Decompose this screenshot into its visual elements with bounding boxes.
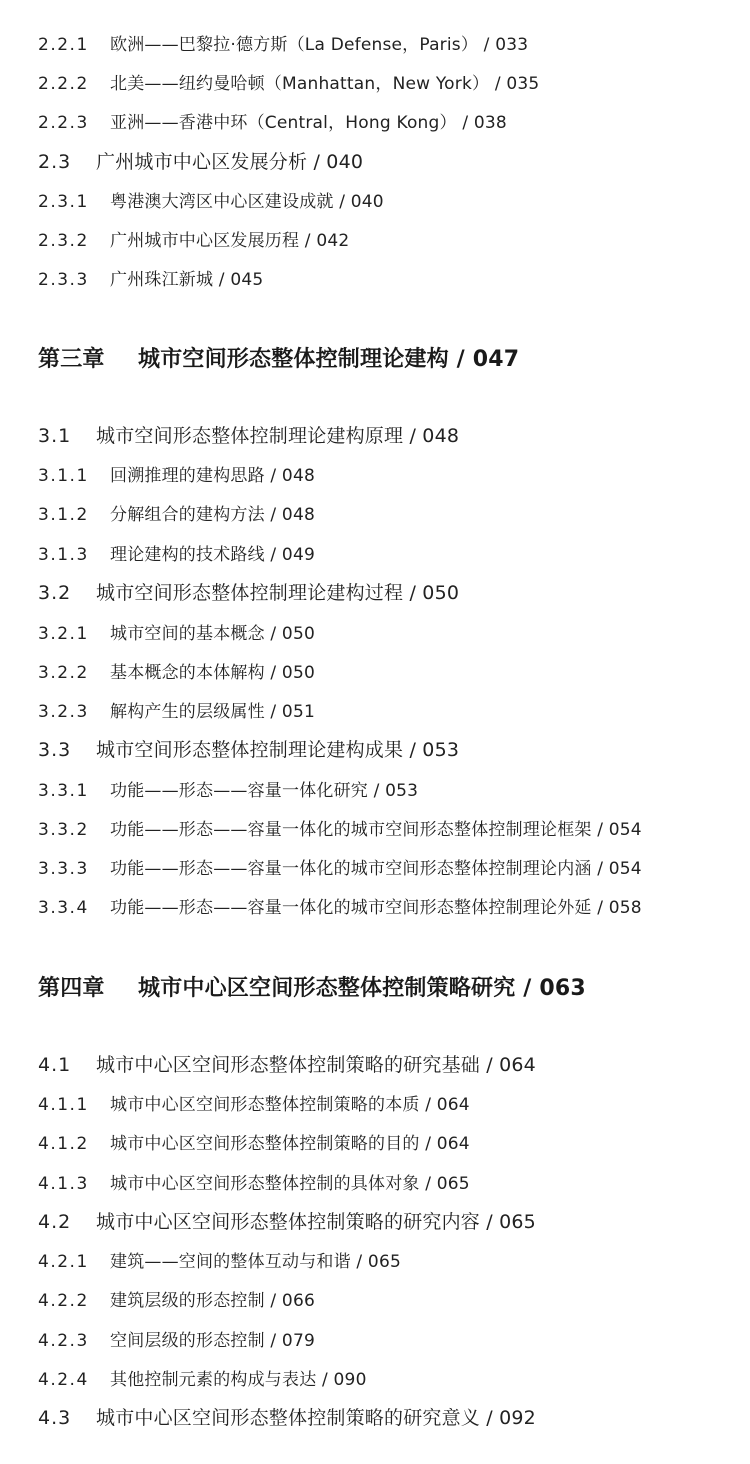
section-title: 功能——形态——容量一体化的城市空间形态整体控制理论框架 / 054 — [110, 820, 642, 840]
section-title: 城市中心区空间形态整体控制策略的研究基础 / 064 — [96, 1054, 536, 1076]
chapter-number: 第三章 — [38, 347, 105, 372]
section-title: 回溯推理的建构思路 / 048 — [110, 466, 315, 486]
section-number: 4.2.2 — [38, 1291, 89, 1311]
chapter-number: 第四章 — [38, 976, 105, 1001]
section-title: 城市中心区空间形态整体控制策略的目的 / 064 — [110, 1134, 470, 1154]
section-number: 3.3 — [38, 739, 72, 761]
section-title: 城市空间形态整体控制理论建构成果 / 053 — [96, 739, 460, 761]
toc-entry-2-2-3 — [38, 108, 507, 133]
section-title: 城市中心区空间形态整体控制策略的研究内容 / 065 — [96, 1211, 536, 1233]
section-title: 建筑层级的形态控制 / 066 — [110, 1291, 315, 1311]
toc-entry-2-3-3 — [38, 265, 263, 290]
toc-entry-2-2-2 — [38, 69, 539, 94]
toc-entry-4-2-1 — [38, 1247, 401, 1272]
section-title: 理论建构的技术路线 / 049 — [110, 545, 315, 565]
toc-entry-2-3 — [38, 147, 363, 174]
toc-entry-4-2-4 — [38, 1365, 367, 1390]
section-title: 解构产生的层级属性 / 051 — [110, 702, 315, 722]
toc-entry-4-2-3 — [38, 1326, 315, 1351]
toc-chapter-4 — [38, 971, 586, 1002]
section-title: 建筑——空间的整体互动与和谐 / 065 — [110, 1252, 401, 1272]
toc-entry-4-2-2 — [38, 1286, 315, 1311]
section-number: 3.1.3 — [38, 545, 89, 565]
section-number: 3.1.1 — [38, 466, 89, 486]
toc-entry-4-1-1 — [38, 1090, 470, 1115]
toc-entry-2-2-1 — [38, 30, 528, 55]
section-number: 2.2.2 — [38, 74, 89, 94]
section-number: 4.1.3 — [38, 1174, 89, 1194]
section-number: 2.3 — [38, 151, 72, 173]
section-number: 4.3 — [38, 1407, 72, 1429]
toc-entry-4-1-2 — [38, 1129, 470, 1154]
section-title: 基本概念的本体解构 / 050 — [110, 663, 315, 683]
section-number: 4.1 — [38, 1054, 72, 1076]
section-title: 城市空间的基本概念 / 050 — [110, 624, 315, 644]
section-title: 城市中心区空间形态整体控制的具体对象 / 065 — [110, 1174, 470, 1194]
section-title: 功能——形态——容量一体化的城市空间形态整体控制理论外延 / 058 — [110, 898, 642, 918]
section-number: 3.2.2 — [38, 663, 89, 683]
section-number: 4.2 — [38, 1211, 72, 1233]
toc-entry-4-1-3 — [38, 1169, 470, 1194]
section-title: 欧洲——巴黎拉·德方斯（La Defense，Paris） / 033 — [110, 35, 529, 55]
section-title: 北美——纽约曼哈顿（Manhattan，New York） / 035 — [110, 74, 540, 94]
toc-entry-3-3-4 — [38, 893, 642, 918]
section-number: 3.1 — [38, 425, 72, 447]
section-number: 3.1.2 — [38, 505, 89, 525]
toc-entry-3-1-3 — [38, 540, 315, 565]
section-number: 3.3.3 — [38, 859, 89, 879]
toc-entry-3-2-3 — [38, 697, 315, 722]
section-number: 3.3.1 — [38, 781, 89, 801]
toc-entry-3-2 — [38, 578, 459, 605]
section-title: 空间层级的形态控制 / 079 — [110, 1331, 315, 1351]
section-number: 4.1.2 — [38, 1134, 89, 1154]
section-number: 2.3.1 — [38, 192, 89, 212]
toc-entry-3-3-3 — [38, 854, 642, 879]
chapter-title: 城市空间形态整体控制理论建构 / 047 — [138, 347, 520, 372]
section-title: 功能——形态——容量一体化研究 / 053 — [110, 781, 419, 801]
section-number: 3.2 — [38, 582, 72, 604]
section-title: 城市中心区空间形态整体控制策略的研究意义 / 092 — [96, 1407, 536, 1429]
toc-entry-4-1 — [38, 1050, 536, 1077]
section-title: 广州珠江新城 / 045 — [110, 270, 264, 290]
section-title: 城市空间形态整体控制理论建构过程 / 050 — [96, 582, 460, 604]
section-number: 4.2.4 — [38, 1370, 89, 1390]
section-number: 3.2.1 — [38, 624, 89, 644]
section-title: 亚洲——香港中环（Central，Hong Kong） / 038 — [110, 113, 507, 133]
chapter-title: 城市中心区空间形态整体控制策略研究 / 063 — [138, 976, 586, 1001]
toc-entry-3-2-1 — [38, 619, 315, 644]
section-title: 粤港澳大湾区中心区建设成就 / 040 — [110, 192, 384, 212]
section-title: 城市中心区空间形态整体控制策略的本质 / 064 — [110, 1095, 470, 1115]
toc-entry-4-3 — [38, 1403, 536, 1430]
toc-entry-3-1-2 — [38, 500, 315, 525]
section-title: 功能——形态——容量一体化的城市空间形态整体控制理论内涵 / 054 — [110, 859, 642, 879]
section-number: 3.3.4 — [38, 898, 89, 918]
section-title: 分解组合的建构方法 / 048 — [110, 505, 315, 525]
toc-entry-3-2-2 — [38, 658, 315, 683]
toc-entry-3-1 — [38, 421, 459, 448]
section-number: 2.2.1 — [38, 35, 89, 55]
section-title: 其他控制元素的构成与表达 / 090 — [110, 1370, 367, 1390]
section-number: 4.2.3 — [38, 1331, 89, 1351]
section-number: 2.3.2 — [38, 231, 89, 251]
section-number: 2.2.3 — [38, 113, 89, 133]
toc-entry-2-3-2 — [38, 226, 349, 251]
section-title: 广州城市中心区发展历程 / 042 — [110, 231, 350, 251]
toc-entry-3-3 — [38, 735, 459, 762]
toc-entry-3-1-1 — [38, 461, 315, 486]
toc-entry-3-3-2 — [38, 815, 642, 840]
toc-chapter-3 — [38, 342, 519, 373]
section-title: 城市空间形态整体控制理论建构原理 / 048 — [96, 425, 460, 447]
toc-entry-3-3-1 — [38, 776, 418, 801]
section-number: 2.3.3 — [38, 270, 89, 290]
toc-entry-4-2 — [38, 1207, 536, 1234]
section-title: 广州城市中心区发展分析 / 040 — [96, 151, 364, 173]
section-number: 3.3.2 — [38, 820, 89, 840]
section-number: 4.1.1 — [38, 1095, 89, 1115]
section-number: 4.2.1 — [38, 1252, 89, 1272]
toc-entry-2-3-1 — [38, 187, 384, 212]
section-number: 3.2.3 — [38, 702, 89, 722]
